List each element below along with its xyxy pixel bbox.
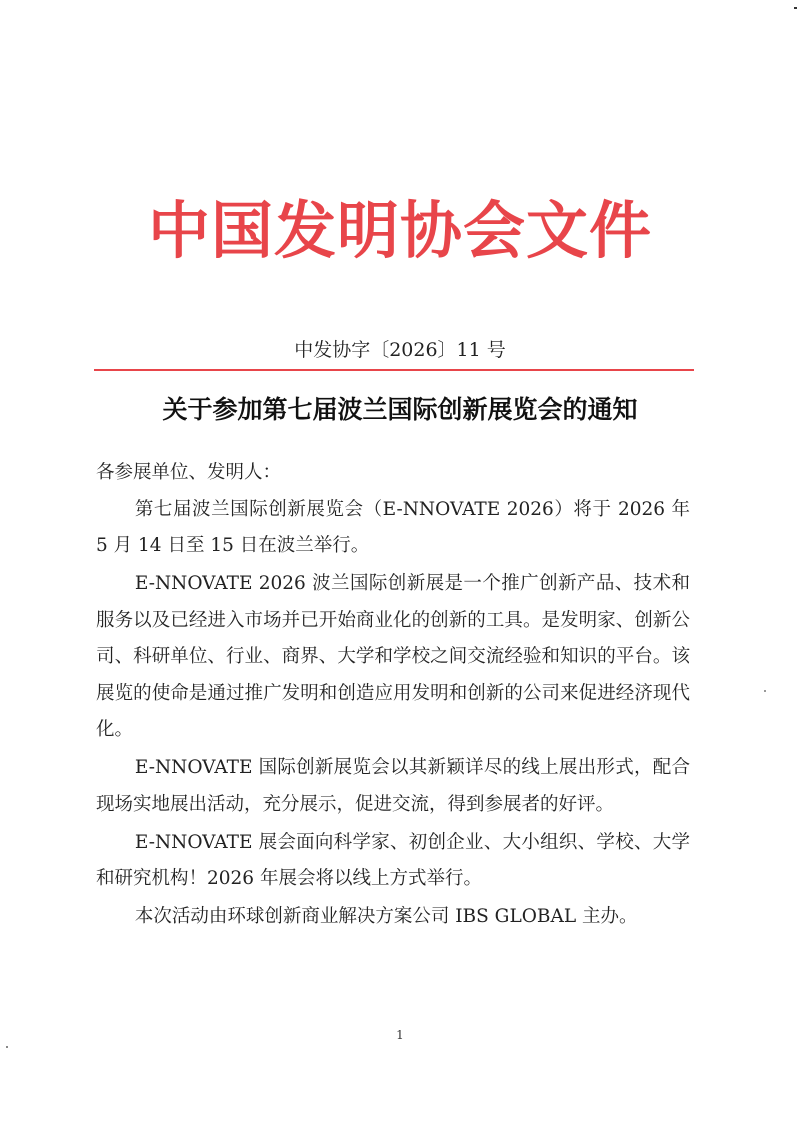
paragraph-4: E-NNOVATE 展会面向科学家、初创企业、大小组织、学校、大学和研究机构！2026 年展会将以线上方式举行。: [96, 831, 690, 889]
organization-masthead: 中国发明协会文件: [147, 194, 652, 267]
scan-speck: [794, 7, 797, 9]
document-number: 中发协字〔2026〕11 号: [294, 339, 506, 361]
paragraph-3: E-NNOVATE 国际创新展览会以其新颖详尽的线上展出形式，配合现场实地展出活动，充分展示，促进交流，得到参展者的好评。: [96, 757, 690, 815]
notice-body: [96, 455, 690, 937]
red-separator-line: [94, 369, 694, 371]
scan-speck: [764, 690, 766, 692]
scan-speck: [6, 1046, 8, 1048]
paragraph-2: E-NNOVATE 2026 波兰国际创新展是一个推广创新产品、技术和服务以及已经进入市场并已开始商业化的创新的工具。是发明家、创新公司、科研单位、行业、商界、大学和学校之间交流经验和知识的平台。该展览的使命是通过推广发明和创造应用发明和创新的公司来促进经济现代化。: [96, 573, 690, 740]
page-number: 1: [396, 1028, 404, 1042]
notice-title: 关于参加第七届波兰国际创新展览会的通知: [162, 395, 638, 424]
salutation: 各参展单位、发明人：: [96, 462, 282, 483]
paragraph-5: 本次活动由环球创新商业解决方案公司 IBS GLOBAL 主办。: [134, 906, 638, 927]
paragraph-1: 第七届波兰国际创新展览会（E-NNOVATE 2026）将于 2026 年 5 月 14 日至 15 日在波兰举行。: [96, 498, 690, 556]
